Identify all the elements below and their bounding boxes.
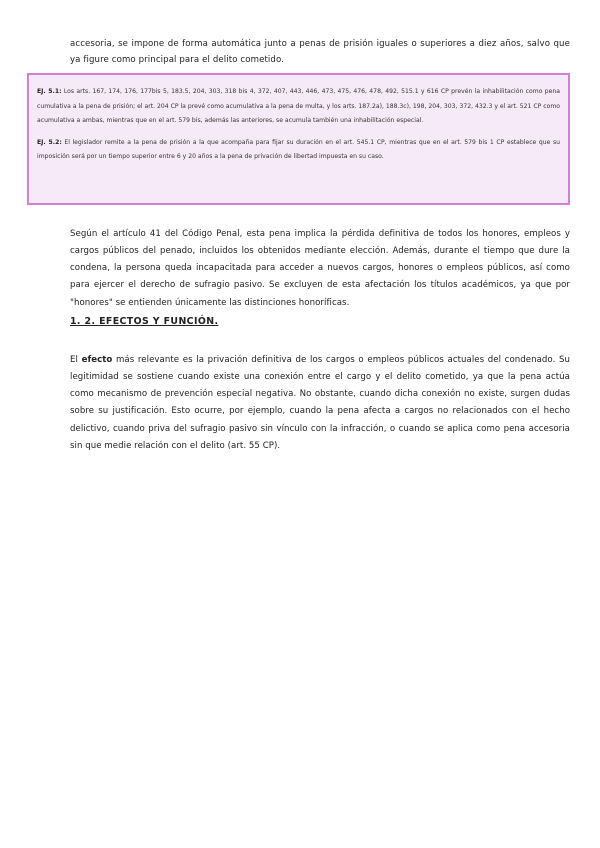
example-5-1-text: Los arts. 167, 174, 176, 177bis 5, 183.5, 204, 303, 318 bis 4, 372, 407, 443, 446, 473, 475, 476, 478, 492, 515.1 y 616 CP prevén la inhabilitación como pena cumulativa a la pena de prisión; el art. 204 CP la prevé como acumulativa a la pena de multa, y los arts. 187.2a), 188.3c), 198, 204, 303, 372, 432.3 y el art. 521 CP como acumulativa a ambas, mientras que en el art. 579 bis, además las anteriores, se acumula también una inhabilitación especial.	[37, 88, 560, 125]
example-5-2-text: El legislador remite a la pena de prisión a la que acompaña para fijar su duración en el art. 545.1 CP, mientras que en el art. 579 bis 1 CP establece que su imposición será por un tiempo superior entre 6 y 20 años a la pena de privación de libertad impuesta en su caso.	[37, 138, 561, 161]
example-5-1-label: EJ. 5.1:	[37, 88, 62, 95]
effects-lead: El	[70, 354, 82, 365]
intro-paragraph: accesoria, se impone de forma automática junto a penas de prisión iguales o superiores a diez años, salvo que ya figure como principal para el delito cometido.	[70, 38, 570, 65]
example-5-1	[37, 85, 560, 129]
section-heading: 1. 2. EFECTOS Y FUNCIÓN.	[70, 316, 219, 327]
example-5-2-label: EJ. 5.2:	[37, 138, 62, 146]
example-5-2	[37, 136, 560, 165]
effects-bold-term: efecto	[81, 354, 113, 365]
examples-box	[27, 73, 570, 205]
body-paragraph-article-41: Según el artículo 41 del Código Penal, esta pena implica la pérdida definitiva de todos los honores, empleos y cargos públicos del penado, incluidos los obtenidos mediante elección. Además, durante el tiempo que dure la condena, la persona queda incapacitada para acceder a nuevos cargos, honores o empleos públicos, así como para ejercer el derecho de sufragio pasivo. Se excluyen de esta afectación los títulos académicos, ya que por "honores" se entienden únicamente las distinciones honoríficas.	[70, 228, 570, 308]
body-paragraph-effects	[70, 352, 570, 456]
effects-rest: más relevante es la privación definitiva de los cargos o empleos públicos actuales del condenado. Su legitimidad se sostiene cuando existe una conexión entre el cargo y el delito cometido, ya que la pena actúa como mecanismo de prevención especial negativa. No obstante, cuando dicha conexión no existe, surgen dudas sobre su justificación. Esto ocurre, por ejemplo, cuando la pena afecta a cargos no relacionados con el hecho delictivo, cuando priva del sufragio pasivo sin vínculo con la infracción, o cuando se aplica como pena accesoria sin que medie relación con el delito (art. 55 CP).	[70, 354, 570, 452]
